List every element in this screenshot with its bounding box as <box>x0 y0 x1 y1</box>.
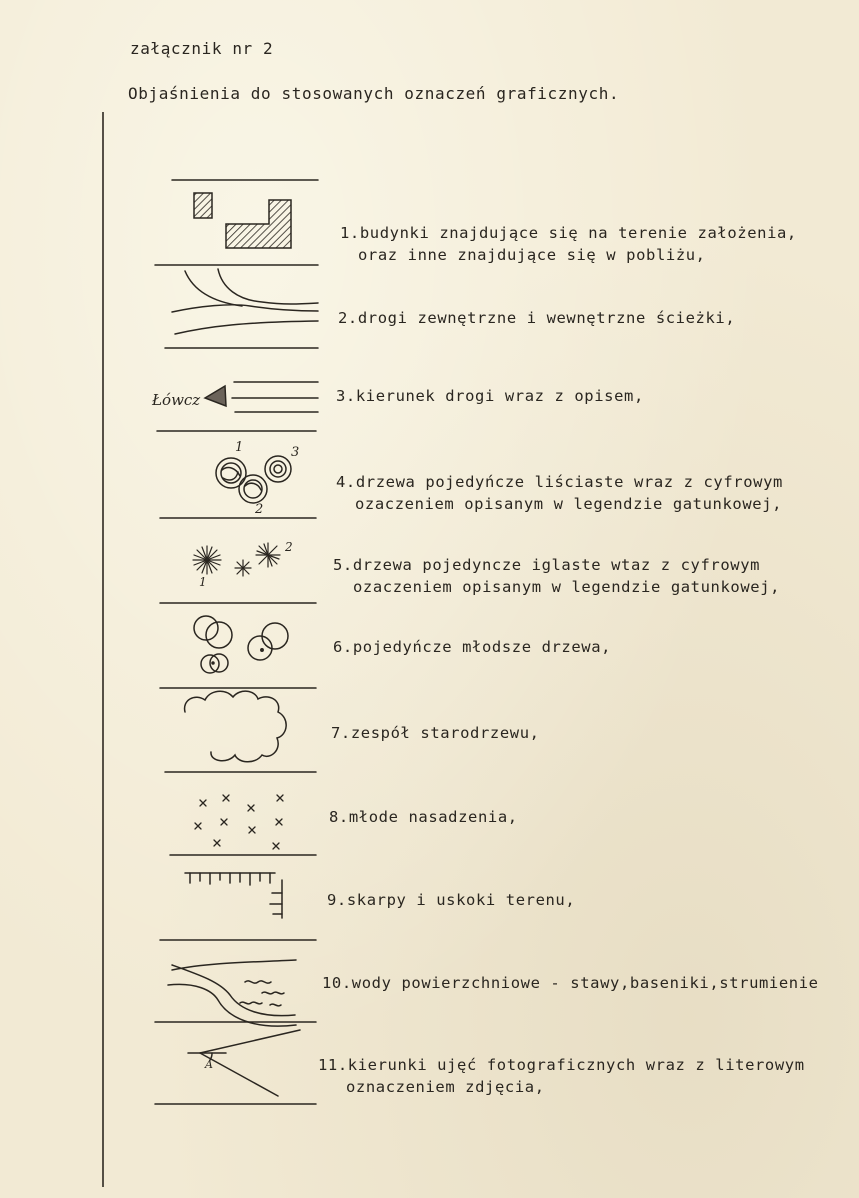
legend-item-5-line2: ozaczeniem opisanym w legendzie gatunkowej, <box>353 578 781 596</box>
legend-item-10: 10.wody powierzchniowe - stawy,baseniki,strumienie <box>322 974 819 992</box>
conifer-tree-symbol <box>193 543 280 576</box>
old-trees-group-symbol <box>185 691 287 762</box>
slope-symbol <box>185 873 282 918</box>
young-plantings-symbol <box>195 795 283 849</box>
legend-item-6: 6.pojedyńcze młodsze drzewa, <box>333 638 612 656</box>
tree-number-3: 3 <box>291 445 300 460</box>
road-direction-symbol <box>205 382 318 412</box>
page-title: Objaśnienia do stosowanych oznaczeń graficznych. <box>128 84 620 103</box>
conifer-number-2: 2 <box>285 540 293 554</box>
legend-item-2: 2.drogi zewnętrzne i wewnętrzne ścieżki, <box>338 309 736 327</box>
legend-item-4-line2: ozaczeniem opisanym w legendzie gatunkowej, <box>355 495 783 513</box>
road-symbol <box>172 269 318 334</box>
legend-item-9: 9.skarpy i uskoki terenu, <box>327 891 576 909</box>
legend-item-1-line1: 1.budynki znajdujące się na terenie założenia, <box>340 224 797 242</box>
attachment-label: załącznik nr 2 <box>130 39 274 58</box>
photo-letter: A <box>205 1058 213 1071</box>
legend-item-4-line1: 4.drzewa pojedyńcze liściaste wraz z cyfrowym <box>336 473 783 491</box>
legend-item-3: 3.kierunek drogi wraz z opisem, <box>336 387 644 405</box>
building-symbol <box>194 193 291 248</box>
conifer-number-1: 1 <box>199 575 207 589</box>
tree-number-1: 1 <box>235 440 244 455</box>
legend-item-11-line2: oznaczeniem zdjęcia, <box>346 1078 545 1096</box>
legend-item-8: 8.młode nasadzenia, <box>329 808 518 826</box>
young-tree-symbol <box>194 616 288 673</box>
legend-item-7: 7.zespół starodrzewu, <box>331 724 540 742</box>
legend-item-1-line2: oraz inne znajdujące się w pobliżu, <box>358 246 706 264</box>
deciduous-tree-symbol <box>216 456 291 503</box>
water-symbol <box>168 960 296 1026</box>
legend-item-11-line1: 11.kierunki ujęć fotograficznych wraz z literowym <box>318 1056 805 1074</box>
legend-item-5-line1: 5.drzewa pojedyncze iglaste wtaz z cyfrowym <box>333 556 761 574</box>
road-direction-label: Łówcz <box>152 391 201 409</box>
tree-number-2: 2 <box>255 502 264 517</box>
